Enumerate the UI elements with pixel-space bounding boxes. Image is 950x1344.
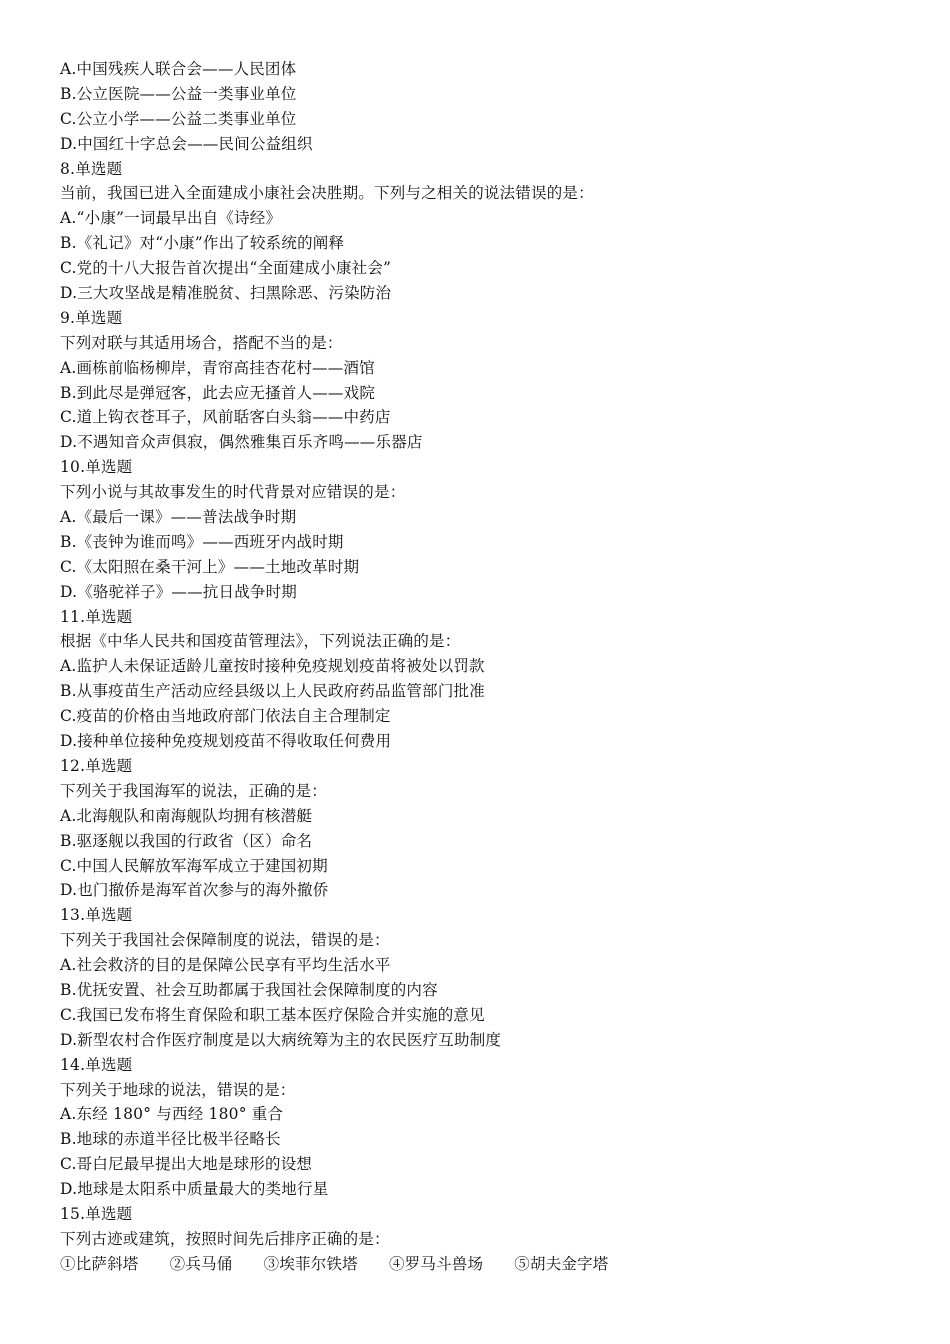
- option-a: A.画栋前临杨柳岸，青帘高挂杏花村——酒馆: [60, 358, 375, 377]
- question-11: [60, 605, 920, 754]
- option-c: C.哥白尼最早提出大地是球形的设想: [60, 1155, 313, 1174]
- sequence-item: ⑤胡夫金字塔: [514, 1254, 609, 1273]
- option-c: C.道上钩衣苍耳子，风前聒客白头翁——中药店: [60, 408, 391, 427]
- question-9: [60, 306, 920, 455]
- option-b: B.驱逐舰以我国的行政省（区）命名: [60, 831, 313, 850]
- option-c: C.中国人民解放军海军成立于建国初期: [60, 856, 328, 875]
- option-b: B.到此尽是弹冠客，此去应无搔首人——戏院: [60, 383, 376, 402]
- option-c: C.公立小学——公益二类事业单位: [60, 109, 297, 128]
- question-header: 8.单选题: [60, 159, 123, 178]
- question-header: 10.单选题: [60, 458, 133, 477]
- sequence-item: ④罗马斗兽场: [388, 1254, 484, 1273]
- option-d: D.《骆驼祥子》——抗日战争时期: [60, 582, 298, 601]
- option-c: C.党的十八大报告首次提出“全面建成小康社会”: [60, 259, 392, 278]
- question-14: [60, 1053, 920, 1202]
- question-8: [60, 157, 920, 306]
- question-7-options: [60, 57, 920, 157]
- question-stem: 下列关于我国社会保障制度的说法，错误的是：: [60, 931, 390, 950]
- question-13: [60, 903, 920, 1052]
- question-stem: 当前，我国已进入全面建成小康社会决胜期。下列与之相关的说法错误的是：: [60, 184, 594, 203]
- question-stem: 下列关于地球的说法，错误的是：: [60, 1080, 296, 1099]
- option-d: D.三大攻坚战是精准脱贫、扫黑除恶、污染防治: [60, 284, 392, 303]
- option-c: C.疫苗的价格由当地政府部门依法自主合理制定: [60, 707, 391, 726]
- question-stem: 下列对联与其适用场合，搭配不当的是：: [60, 333, 343, 352]
- sequence-item: ②兵马俑: [169, 1254, 233, 1273]
- option-b: B.从事疫苗生产活动应经县级以上人民政府药品监管部门批准: [60, 682, 485, 701]
- question-header: 13.单选题: [60, 906, 133, 925]
- sequence-items: [60, 1252, 920, 1277]
- exam-page: [60, 57, 920, 1277]
- option-a: A.北海舰队和南海舰队均拥有核潜艇: [60, 806, 313, 825]
- option-d: D.不遇知音众声俱寂，偶然雅集百乐齐鸣——乐器店: [60, 433, 423, 452]
- option-d: D.也门撤侨是海军首次参与的海外撤侨: [60, 881, 329, 900]
- question-15: [60, 1202, 920, 1277]
- option-a: A.东经 180° 与西经 180° 重合: [60, 1105, 284, 1124]
- option-c: C.我国已发布将生育保险和职工基本医疗保险合并实施的意见: [60, 1005, 485, 1024]
- question-stem: 根据《中华人民共和国疫苗管理法》，下列说法正确的是：: [60, 632, 461, 651]
- option-b: B.《丧钟为谁而鸣》——西班牙内战时期: [60, 532, 344, 551]
- option-b: B.《礼记》对“小康”作出了较系统的阐释: [60, 234, 345, 253]
- option-a: A.《最后一课》——普法战争时期: [60, 508, 297, 527]
- option-c: C.《太阳照在桑干河上》——土地改革时期: [60, 557, 360, 576]
- option-b: B.优抚安置、社会互助都属于我国社会保障制度的内容: [60, 980, 438, 999]
- question-stem: 下列小说与其故事发生的时代背景对应错误的是：: [60, 483, 406, 502]
- option-b: B.地球的赤道半径比极半径略长: [60, 1130, 281, 1149]
- option-d: D.中国红十字总会——民间公益组织: [60, 134, 313, 153]
- option-b: B.公立医院——公益一类事业单位: [60, 84, 297, 103]
- sequence-item: ①比萨斜塔: [60, 1254, 139, 1273]
- sequence-item: ③埃菲尔铁塔: [263, 1254, 358, 1273]
- option-d: D.地球是太阳系中质量最大的类地行星: [60, 1180, 329, 1199]
- option-a: A.社会救济的目的是保障公民享有平均生活水平: [60, 956, 391, 975]
- question-header: 14.单选题: [60, 1055, 133, 1074]
- option-a: A.“小康”一词最早出自《诗经》: [60, 209, 282, 228]
- question-header: 15.单选题: [60, 1204, 133, 1223]
- question-header: 12.单选题: [60, 756, 133, 775]
- option-a: A.监护人未保证适龄儿童按时接种免疫规划疫苗将被处以罚款: [60, 657, 485, 676]
- question-12: [60, 754, 920, 903]
- question-stem: 下列古迹或建筑，按照时间先后排序正确的是：: [60, 1229, 390, 1248]
- question-header: 11.单选题: [60, 607, 133, 626]
- option-d: D.新型农村合作医疗制度是以大病统筹为主的农民医疗互助制度: [60, 1030, 502, 1049]
- option-a: A.中国残疾人联合会——人民团体: [60, 60, 297, 78]
- question-header: 9.单选题: [60, 308, 123, 327]
- question-10: [60, 455, 920, 604]
- question-stem: 下列关于我国海军的说法，正确的是：: [60, 781, 327, 800]
- option-d: D.接种单位接种免疫规划疫苗不得收取任何费用: [60, 732, 392, 751]
